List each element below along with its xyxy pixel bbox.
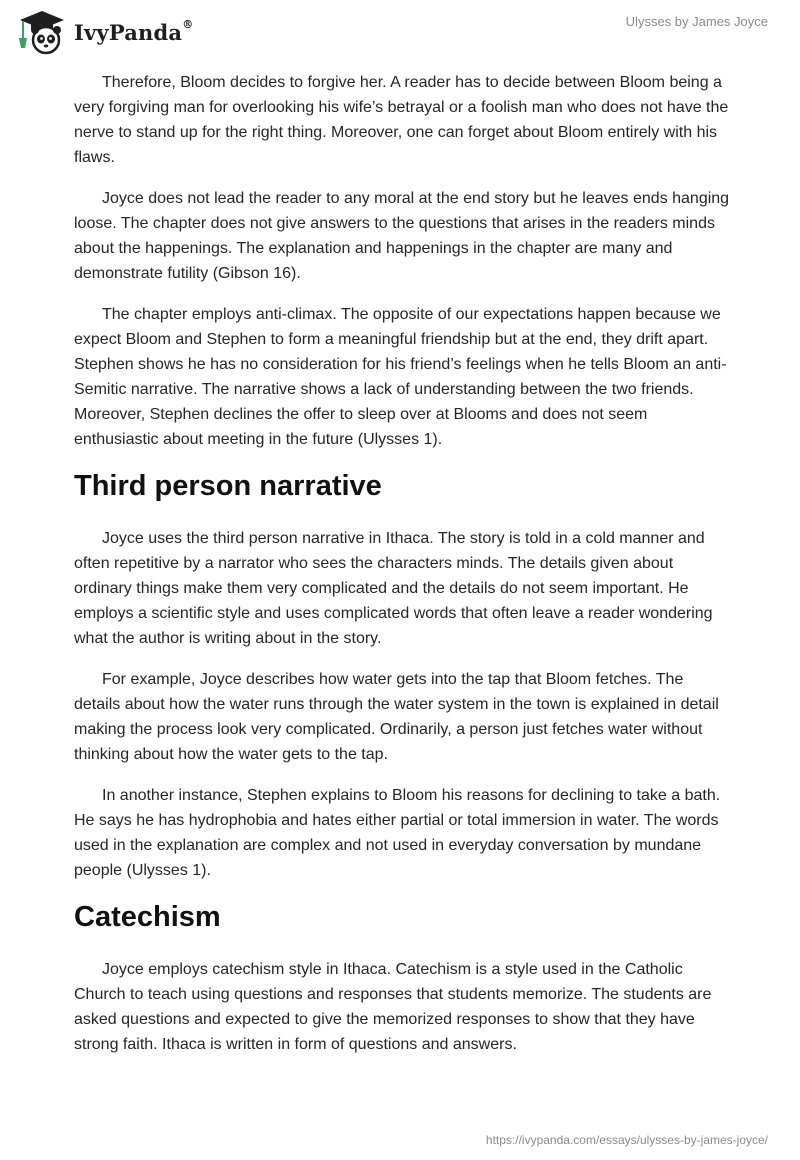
- paragraph: In another instance, Stephen explains to Bloom his reasons for declining to take a bath. He says he has hydrophobia and hates either partial or total immersion in water. The words used in the explanation are complex and not used in everyday conversation by mundane people (Ulysses 1).: [74, 787, 721, 879]
- paragraph: Joyce uses the third person narrative in Ithaca. The story is told in a cold manner and often repetitive by a narrator who sees the characters minds. The details given about ordinary things make them very complicated and the details do not seem important. He employs a scientific style and uses complicated words that often leave a reader wondering what the author is writing about in the story.: [74, 530, 713, 647]
- section-heading: Third person narrative: [74, 470, 382, 502]
- source-url[interactable]: https://ivypanda.com/essays/ulysses-by-james-joyce/: [485, 1133, 768, 1147]
- panda-graduate-icon: [14, 8, 70, 56]
- paragraph: The chapter employs anti-climax. The opposite of our expectations happen because we expect Bloom and Stephen to form a meaningful friendship but at the end, they drift apart. Stephen shows he has no consideration for his friend’s feelings when he tells Bloom an anti-Semitic narrative. The narrative shows a lack of understanding between the two friends. Moreover, Stephen declines the offer to sleep over at Blooms and does not seem enthusiastic about meeting in the future (Ulysses 1).: [74, 306, 727, 448]
- paragraph: Therefore, Bloom decides to forgive her. A reader has to decide between Bloom being a very forgiving man for overlooking his wife’s betrayal or a foolish man who does not have the nerve to stand up for the right thing. Moreover, one can forget about Bloom entirely with his flaws.: [74, 74, 729, 166]
- essay-body: [74, 70, 734, 1073]
- paragraph: Joyce employs catechism style in Ithaca. Catechism is a style used in the Catholic Church to teach using questions and responses that students memorize. The students are asked questions and expected to give the memorized responses to show that they have strong faith. Ithaca is written in form of questions and answers.: [74, 961, 712, 1053]
- paragraph: For example, Joyce describes how water gets into the tap that Bloom fetches. The details about how the water runs through the water system in the town is explained in detail making the process look very complicated. Ordinarily, a person just fetches water without thinking about how the water gets to the tap.: [74, 671, 719, 763]
- paragraph: Joyce does not lead the reader to any moral at the end story but he leaves ends hanging loose. The chapter does not give answers to the questions that arises in the readers minds about the happenings. The explanation and happenings in the chapter are many and demonstrate futility (Gibson 16).: [74, 190, 730, 282]
- section-heading: Catechism: [74, 901, 221, 933]
- page-header: [0, 0, 800, 60]
- document-title: Ulysses by James Joyce: [625, 14, 768, 29]
- brand-name: IvyPanda®: [74, 17, 194, 45]
- ivypanda-logo[interactable]: [14, 8, 204, 56]
